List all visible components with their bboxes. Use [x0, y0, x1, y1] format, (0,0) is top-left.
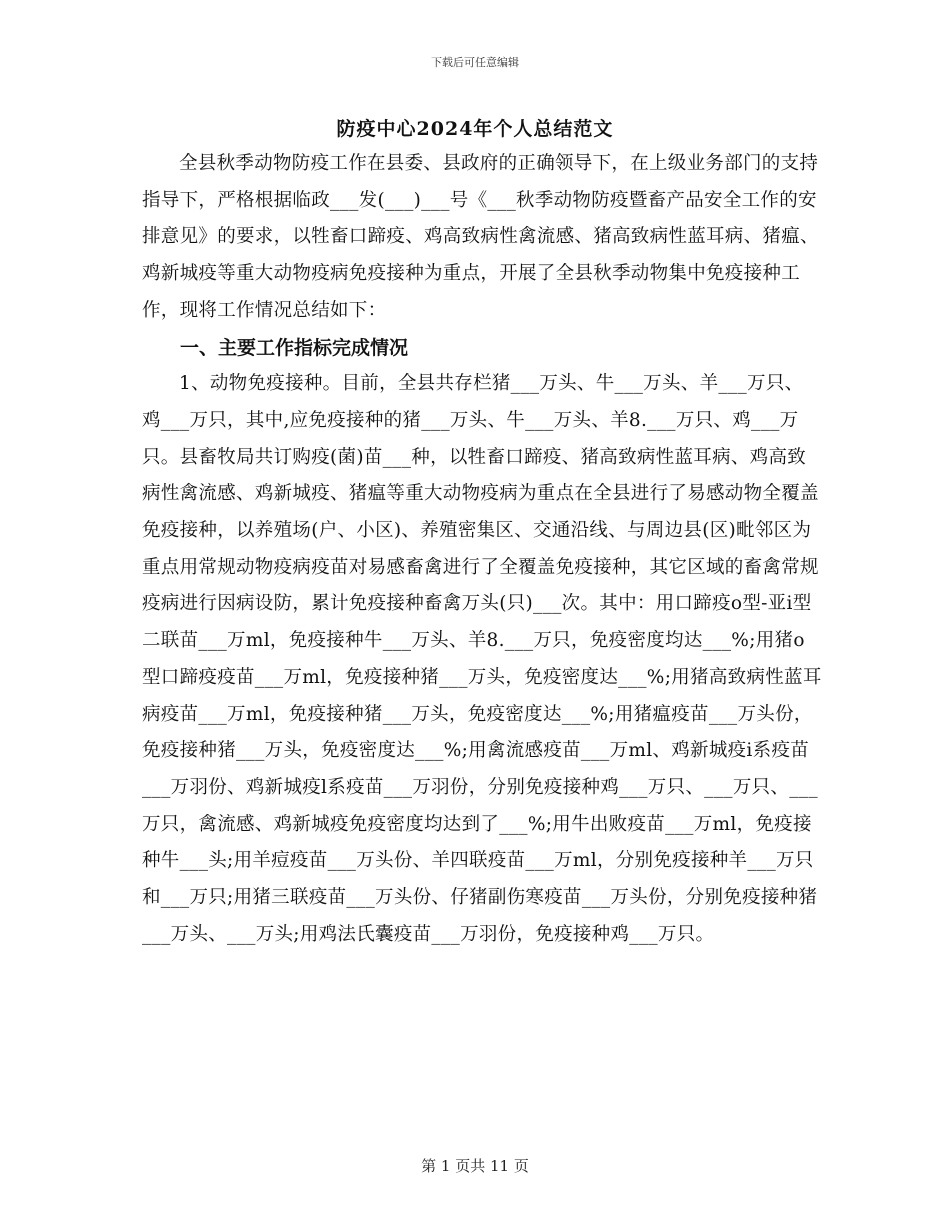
section-paragraph: 1、动物免疫接种。目前，全县共存栏猪___万头、牛___万头、羊___万只、鸡___万只，其中,应免疫接种的猪___万头、牛___万头、羊8.___万只、鸡___万只。县畜牧局共订购疫(菌)苗___种，以牲畜口蹄疫、猪高致病性蓝耳病、鸡高致病性禽流感、鸡新城疫、猪瘟等重大动物疫病为重点在全县进行了易感动物全覆盖免疫接种，以养殖场(户、小区)、养殖密集区、交通沿线、与周边县(区)毗邻区为重点用常规动物疫病疫苗对易感畜禽进行了全覆盖免疫接种，其它区域的畜禽常规疫病进行因病设防，累计免疫接种畜禽万头(只)___次。其中：用口蹄疫o型-亚ⅰ型二联苗___万ml，免疫接种牛___万头、羊8.___万只，免疫密度均达___%;用猪o型口蹄疫疫苗___万ml，免疫接种猪___万头，免疫密度达___%;用猪高致病性蓝耳病疫苗___万ml，免疫接种猪___万头，免疫密度达___%;用猪瘟疫苗___万头份，免疫接种猪___万头，免疫密度达___%;用禽流感疫苗___万ml、鸡新城疫ⅰ系疫苗___万羽份、鸡新城疫l系疫苗___万羽份，分别免疫接种鸡___万只、___万只、___万只，禽流感、鸡新城疫免疫密度均达到了___%;用牛出败疫苗___万ml，免疫接种牛___头;用羊痘疫苗___万头份、羊四联疫苗___万ml，分别免疫接种羊___万只和___万只;用猪三联疫苗___万头份、仔猪副伤寒疫苗___万头份，分别免疫接种猪___万头、___万头;用鸡法氏囊疫苗___万羽份，免疫接种鸡___万只。 [142, 373, 822, 945]
intro-paragraph: 全县秋季动物防疫工作在县委、县政府的正确领导下，在上级业务部门的支持指导下，严格根据临政___发(___)___号《___秋季动物防疫暨畜产品安全工作的安排意见》的要求，以牲畜口蹄疫、鸡高致病性禽流感、猪高致病性蓝耳病、猪瘟、鸡新城疫等重大动物疫病免疫接种为重点，开展了全县秋季动物集中免疫接种工作，现将工作情况总结如下： [142, 153, 819, 321]
document-title: 防疫中心2024年个人总结范文 [336, 118, 614, 140]
page-header-note: 下载后可任意编辑 [431, 56, 519, 69]
page-number: 第 1 页共 11 页 [421, 1157, 529, 1175]
document-body [142, 146, 822, 953]
section-heading: 一、主要工作指标完成情况 [180, 336, 409, 359]
